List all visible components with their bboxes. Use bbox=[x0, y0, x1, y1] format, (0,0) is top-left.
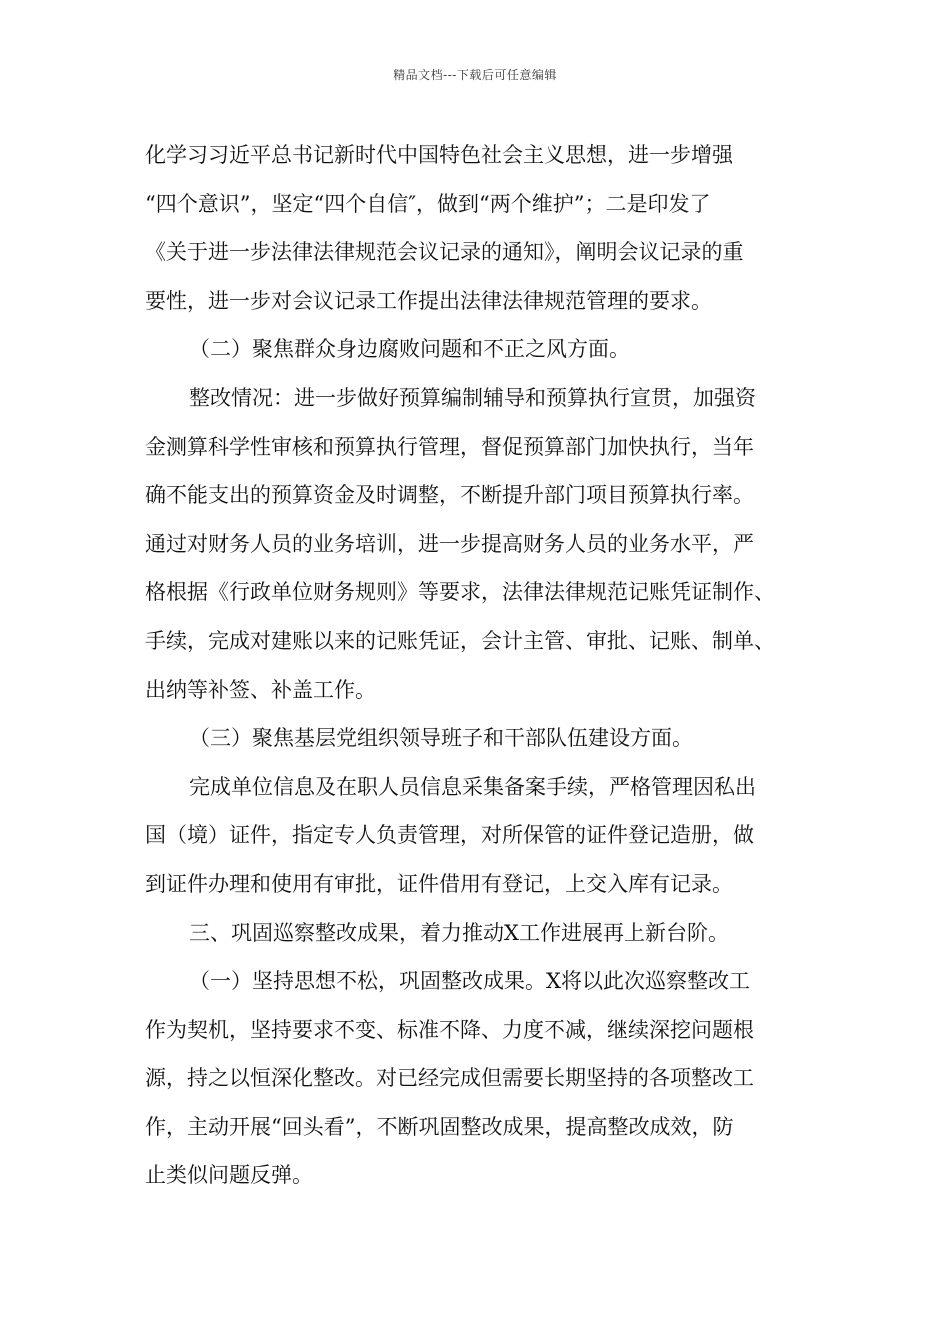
text-line: 手续，完成对建账以来的记账凭证，会计主管、审批、记账、制单、 bbox=[145, 628, 775, 653]
text-line: 作为契机，坚持要求不变、标准不降、力度不减，继续深挖问题根 bbox=[145, 1017, 754, 1042]
document-body bbox=[145, 131, 825, 1200]
text-line: 源，持之以恒深化整改。对已经完成但需要长期坚持的各项整改工 bbox=[145, 1066, 754, 1091]
paragraph bbox=[145, 957, 825, 1200]
paragraph bbox=[145, 131, 825, 325]
text-line: （三）聚焦基层党组织领导班子和干部队伍建设方面。 bbox=[189, 726, 693, 751]
text-line: 整改情况：进一步做好预算编制辅导和预算执行宣贯，加强资 bbox=[189, 385, 756, 410]
text-line: （二）聚焦群众身边腐败问题和不正之风方面。 bbox=[189, 337, 630, 362]
paragraph bbox=[145, 325, 825, 374]
text-line: 要性，进一步对会议记录工作提出法律法律规范管理的要求。 bbox=[145, 288, 712, 313]
text-line: 作，主动开展“回头看”，不断巩固整改成果，提高整改成效，防 bbox=[145, 1114, 734, 1139]
text-line: 止类似问题反弹。 bbox=[145, 1163, 313, 1188]
text-line: 格根据《行政单位财务规则》等要求，法律法律规范记账凭证制作、 bbox=[145, 580, 775, 605]
text-line: 三、巩固巡察整改成果，着力推动X工作进展再上新台阶。 bbox=[189, 920, 729, 945]
text-line: 化学习习近平总书记新时代中国特色社会主义思想，进一步增强 bbox=[145, 143, 733, 167]
text-line: 国（境）证件，指定专人负责管理，对所保管的证件登记造册，做 bbox=[145, 823, 754, 848]
text-line: 金测算科学性审核和预算执行管理，督促预算部门加快执行，当年 bbox=[145, 434, 754, 459]
text-line: 出纳等补签、补盖工作。 bbox=[145, 677, 376, 702]
text-line: “四个意识”，坚定“四个自信″，做到“两个维护”；二是印发了 bbox=[145, 191, 711, 216]
paragraph bbox=[145, 909, 825, 958]
page-header: 精品文档---下载后可任意编辑 bbox=[393, 68, 557, 82]
paragraph bbox=[145, 374, 825, 714]
paragraph bbox=[145, 763, 825, 909]
text-line: 确不能支出的预算资金及时调整，不断提升部门项目预算执行率。 bbox=[145, 483, 754, 508]
text-line: 到证件办理和使用有审批，证件借用有登记，上交入库有记录。 bbox=[145, 871, 733, 896]
text-line: 完成单位信息及在职人员信息采集备案手续，严格管理因私出 bbox=[189, 774, 756, 799]
text-line: 《关于进一步法律法律规范会议记录的通知》，阐明会议记录的重 bbox=[145, 240, 744, 265]
text-line: （一）坚持思想不松，巩固整改成果。X将以此次巡察整改工 bbox=[189, 969, 750, 994]
paragraph bbox=[145, 714, 825, 763]
text-line: 通过对财务人员的业务培训，进一步提高财务人员的业务水平，严 bbox=[145, 531, 754, 556]
